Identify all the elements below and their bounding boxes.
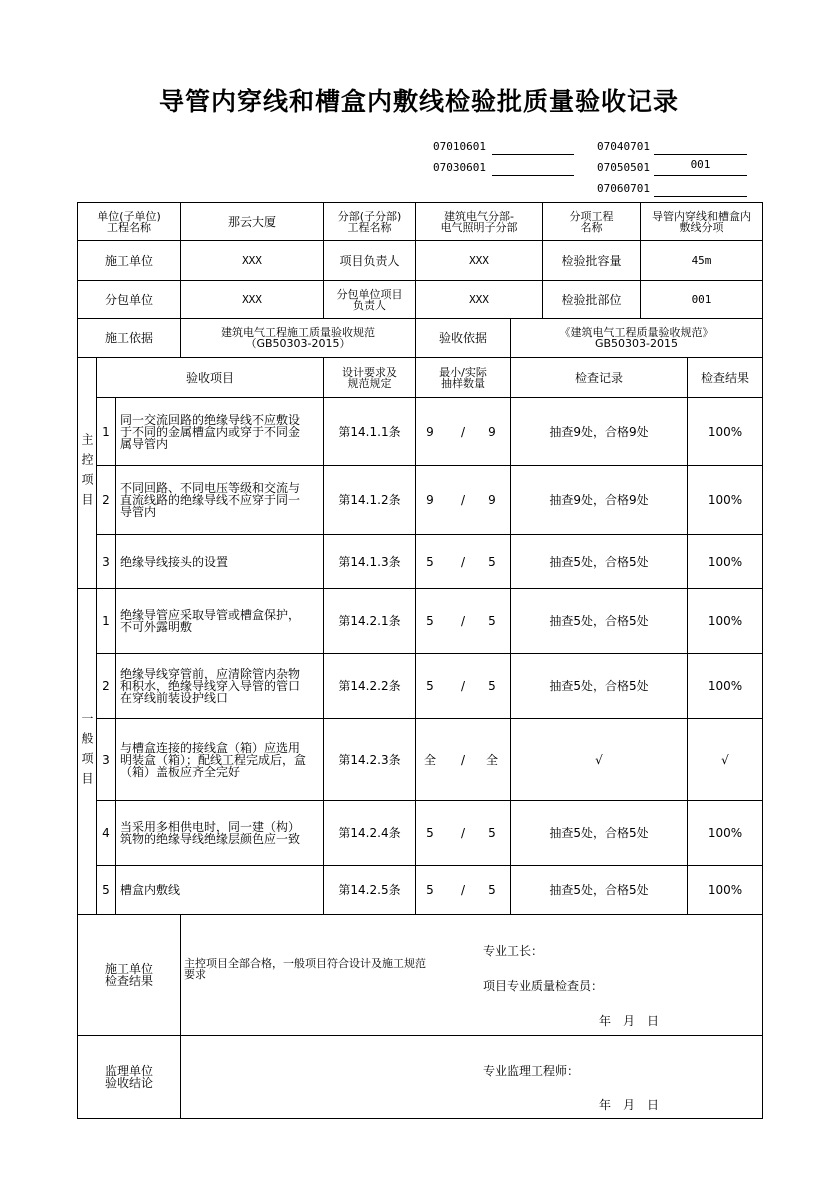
general-item-slash: / [460,679,466,693]
general-item-record[interactable]: 抽查5处，合格5处 [549,883,649,897]
col-item: 验收项目 [185,370,234,385]
subitem-value[interactable]: 导管内穿线和槽盒内 敷线分项 [652,209,751,234]
general-item-result[interactable]: 100% [707,826,743,840]
general-item-result[interactable]: 100% [707,614,743,628]
col-sample: 最小/实际 抽样数量 [439,365,487,390]
general-item-text: 绝缘导管应采取导管或槽盒保护，不可外露明敷 [120,608,301,634]
code-2: 07040701 [597,140,650,153]
code-1-field[interactable] [492,140,574,155]
main-item-slash: / [460,493,466,507]
capacity-value[interactable]: 45m [691,253,712,267]
main-item-no: 3 [102,554,110,569]
pm-value[interactable]: XXX [469,253,489,267]
general-item-min[interactable]: 5 [426,826,434,840]
general-item-record[interactable]: 抽查5处，合格5处 [549,826,649,840]
main-item-no: 2 [102,493,110,507]
sub-pm-label: 分包单位项目 负责人 [336,287,403,312]
general-item-record[interactable]: 抽查5处，合格5处 [549,679,649,693]
main-item-slash: / [460,424,466,439]
capacity-label: 检验批容量 [561,253,622,268]
main-item-record[interactable]: 抽查5处，合格5处 [549,554,649,569]
foreman-label: 专业工长： [483,944,544,958]
unit-name-label: 单位(子单位) 工程名称 [97,209,161,234]
acc-basis-label: 验收依据 [438,331,487,345]
main-item-text: 同一交流回路的绝缘导线不应敷设于不同的金属槽盒内或穿于不同金属导管内 [120,412,301,451]
general-item-slash: / [460,752,466,767]
general-item-record[interactable]: 抽查5处，合格5处 [549,614,649,628]
main-item-min[interactable]: 5 [426,554,434,569]
general-item-slash: / [460,883,466,897]
engineer-label: 专业监理工程师： [483,1064,580,1078]
general-item-text: 与槽盒连接的接线盒（箱）应选用明装盒（箱）；配线工程完成后，盒（箱）盖板应齐全完好 [120,740,307,779]
basis-label: 施工依据 [104,331,153,345]
acc-basis-value[interactable]: 《建筑电气工程质量验收规范》 GB50303-2015 [559,326,714,350]
code-3-field[interactable] [492,161,574,176]
general-item-no: 4 [102,826,110,840]
main-item-result[interactable]: 100% [707,554,743,569]
main-item-min[interactable]: 9 [426,493,434,507]
general-item-result[interactable]: √ [721,752,729,767]
general-item-result[interactable]: 100% [707,883,743,897]
main-item-min[interactable]: 9 [426,424,434,439]
main-item-record[interactable]: 抽查9处，合格9处 [549,493,649,507]
general-item-result[interactable]: 100% [707,679,743,693]
main-group-label: 主控项目 [80,433,94,513]
general-item-text: 槽盒内敷线 [120,883,181,897]
general-item-actual[interactable]: 5 [488,883,496,897]
code-3: 07030601 [433,161,486,174]
part-label: 检验批部位 [561,292,622,307]
general-item-actual[interactable]: 全 [485,752,498,767]
general-item-slash: / [460,614,466,628]
general-item-text: 当采用多相供电时，同一建（构）筑物的绝缘导线绝缘层颜色应一致 [120,820,301,846]
general-item-min[interactable]: 5 [426,883,434,897]
division-label: 分部(子分部) 工程名称 [337,209,402,234]
code-2-field[interactable] [654,140,747,155]
main-item-clause: 第14.1.1条 [338,424,401,439]
general-item-clause: 第14.2.5条 [338,883,401,897]
pm-label: 项目负责人 [339,253,400,268]
general-item-no: 5 [102,883,110,897]
general-item-min[interactable]: 全 [423,752,436,767]
code-5-field[interactable] [654,182,747,197]
general-item-text: 绝缘导线穿管前，应清除管内杂物和积水，绝缘导线穿入导管的管口在穿线前装设护线口 [120,667,301,705]
general-item-actual[interactable]: 5 [488,826,496,840]
general-item-min[interactable]: 5 [426,614,434,628]
division-value[interactable]: 建筑电气分部- 电气照明子分部 [440,209,518,234]
main-item-clause: 第14.1.3条 [338,554,401,569]
code-1: 07010601 [433,140,486,153]
general-item-actual[interactable]: 5 [488,614,496,628]
main-item-actual[interactable]: 5 [488,554,496,569]
general-item-no: 3 [102,752,110,767]
part-value[interactable]: 001 [691,292,712,306]
main-item-slash: / [460,554,466,569]
general-item-clause: 第14.2.4条 [338,826,401,840]
sub-value[interactable]: XXX [242,292,262,306]
basis-value[interactable]: 建筑电气工程施工质量验收规范 （GB50303-2015） [221,326,375,350]
main-item-record[interactable]: 抽查9处，合格9处 [549,424,649,439]
code-4: 07050501 [597,161,650,174]
col-design: 设计要求及 规范规定 [342,365,397,390]
general-item-clause: 第14.2.3条 [338,752,401,767]
main-item-actual[interactable]: 9 [488,424,496,439]
main-item-text: 不同回路、不同电压等级和交流与直流线路的绝缘导线不应穿于同一导管内 [120,481,301,519]
construction-result-label: 施工单位 检查结果 [104,962,153,988]
contractor-value[interactable]: XXX [242,253,262,267]
unit-name-value[interactable]: 那云大厦 [227,214,276,229]
supervision-label: 监理单位 验收结论 [104,1064,153,1090]
general-item-no: 1 [102,614,110,628]
date-1[interactable]: 年 月 日 [599,1014,660,1028]
page-title: 导管内穿线和槽盒内敷线检验批质量验收记录 [158,87,679,116]
main-item-clause: 第14.1.2条 [338,493,401,507]
code-5: 07060701 [597,182,650,195]
general-item-clause: 第14.2.2条 [338,679,401,693]
date-2[interactable]: 年 月 日 [599,1098,660,1112]
main-item-actual[interactable]: 9 [488,493,496,507]
main-item-no: 1 [102,424,110,439]
general-item-no: 2 [102,679,110,693]
general-item-min[interactable]: 5 [426,679,434,693]
general-item-slash: / [460,826,466,840]
general-group-label: 一般项目 [80,711,94,792]
col-record: 检查记录 [574,370,623,385]
general-item-clause: 第14.2.1条 [338,614,401,628]
main-item-result[interactable]: 100% [707,424,743,439]
sub-pm-value[interactable]: XXX [469,292,489,306]
construction-result-text[interactable]: 主控项目全部合格，一般项目符合设计及施工规范 要求 [184,957,426,981]
general-item-actual[interactable]: 5 [488,679,496,693]
subitem-label: 分项工程 名称 [569,209,614,234]
inspector-label: 项目专业质量检查员： [483,979,604,993]
code-4-field[interactable]: 001 [654,158,747,176]
sub-label: 分包单位 [104,292,153,307]
contractor-label: 施工单位 [104,253,153,268]
col-result: 检查结果 [700,370,749,385]
main-item-text: 绝缘导线接头的设置 [120,554,229,569]
main-item-result[interactable]: 100% [707,493,743,507]
general-item-record[interactable]: √ [595,752,603,767]
